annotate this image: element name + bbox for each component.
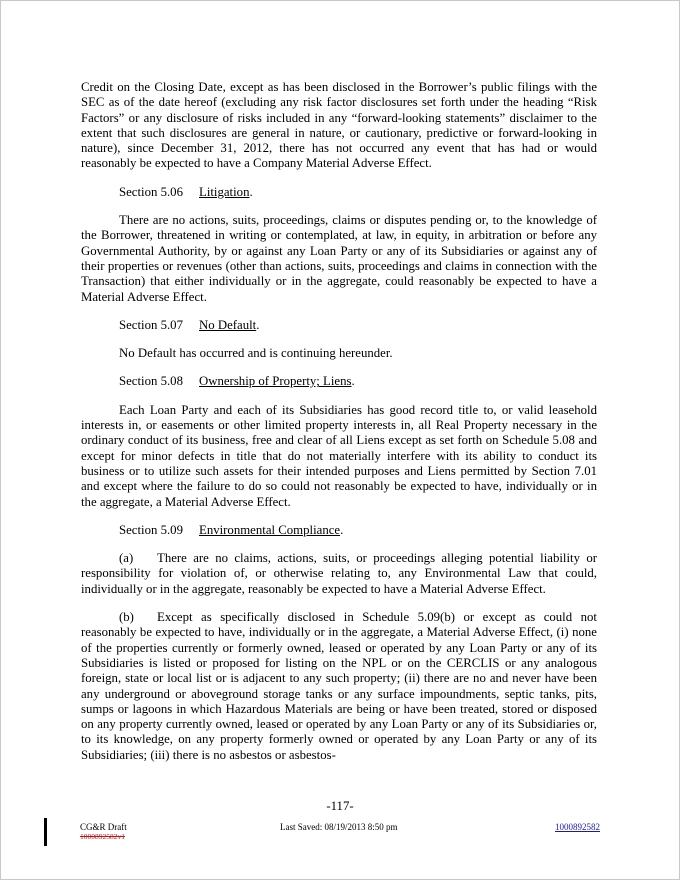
section-5-08-text: Each Loan Party and each of its Subsidiaries has good record title to, or valid leasehold interests in, or easements or other limited property interests in, all Real Property necessary in the ordinary conduct of its business, free and clear of all Liens except as set forth on Schedule 5.08 and except for minor defects in title that do not materially interfere with its ability to conduct its business or to utilize such assets for their intended purposes and Liens permitted by Section 7.01 and except where the failure to do so could not reasonably be expected to have, individually or in the aggregate, a Material Adverse Effect. xyxy=(81,402,597,509)
item-text: There are no claims, actions, suits, or proceedings alleging potential liability or responsibility for violation of, or otherwise relating to, any Environmental Law that could, individually or in the aggregate, reasonably be expected to have a Material Adverse Effect. xyxy=(81,551,597,596)
section-number: Section 5.08 xyxy=(119,374,183,389)
doc-number-link[interactable]: 1000892582 xyxy=(555,822,600,832)
section-heading-5-06 xyxy=(81,185,597,200)
section-5-06-text: There are no actions, suits, proceedings, claims or disputes pending or, to the knowledge of the Borrower, threatened in writing or contemplated, at law, in equity, in arbitration or before any Governmental Authority, by or against any Loan Party or any of its Subsidiaries or against any of their properties or revenues (other than actions, suits, proceedings and claims in connection with the Transaction) that either individually or in the aggregate, could reasonably be expected to have a Material Adverse Effect. xyxy=(81,213,597,304)
change-bar xyxy=(44,818,47,846)
document-body xyxy=(81,80,597,776)
item-text: Except as specifically disclosed in Schedule 5.09(b) or except as could not reasonably be expected to have, individually or in the aggregate, a Material Adverse Effect, (i) none of the properties currently or formerly owned, leased or operated by any Loan Party or any of its Subsidiaries is listed or proposed for listing on the NPL or on the CERCLIS or any analogous foreign, state or local list or is adjacent to any such property; (ii) there are no and never have been any underground or aboveground storage tanks or any surface impoundments, septic tanks, pits, sumps or lagoons in which Hazardous Materials are being or have been treated, stored or disposed on any property currently owned, leased or operated by any Loan Party or any of its Subsidiaries or, to its knowledge, on any property formerly owned or operated by any Loan Party or any of its Subsidiaries; (iii) there is no asbestos or asbestos- xyxy=(81,610,597,762)
section-5-09-item-a xyxy=(81,551,597,597)
draft-label: CG&R Draft xyxy=(80,822,127,832)
section-5-09-item-b xyxy=(81,610,597,763)
section-5-07-text: No Default has occurred and is continuing hereunder. xyxy=(119,346,393,361)
page-number: -117- xyxy=(326,799,354,813)
struck-doc-number: 1000892582v1 xyxy=(80,832,125,841)
section-heading-5-07 xyxy=(81,318,597,333)
section-number: Section 5.06 xyxy=(119,184,183,199)
section-title-punct: . xyxy=(256,317,260,332)
section-title: Litigation xyxy=(199,184,250,199)
item-label: (a) xyxy=(119,551,134,566)
last-saved: Last Saved: 08/19/2013 8:50 pm xyxy=(280,822,398,832)
section-title: Ownership of Property; Liens xyxy=(199,374,352,389)
item-label: (b) xyxy=(119,610,134,625)
section-title-punct: . xyxy=(340,522,344,537)
section-title-punct: . xyxy=(249,184,253,199)
section-title-punct: . xyxy=(351,374,355,389)
section-title: No Default xyxy=(199,317,257,332)
intro-paragraph: Credit on the Closing Date, except as has been disclosed in the Borrower’s public filings with the SEC as of the date hereof (excluding any risk factor disclosures set forth under the heading “Risk Factors” or any disclosure of risks included in any “forward-looking statements” disclaimer to the extent that such disclosures are general in nature, or cautionary, predictive or forward-looking in nature), since December 31, 2012, there has not occurred any event that has had or would reasonably be expected to have a Company Material Adverse Effect. xyxy=(81,80,597,171)
section-number: Section 5.07 xyxy=(119,317,183,332)
footer-draft-label xyxy=(80,822,127,842)
section-heading-5-08 xyxy=(81,374,597,389)
section-heading-5-09 xyxy=(81,523,597,538)
section-title: Environmental Compliance xyxy=(199,522,341,537)
section-number: Section 5.09 xyxy=(119,522,183,537)
